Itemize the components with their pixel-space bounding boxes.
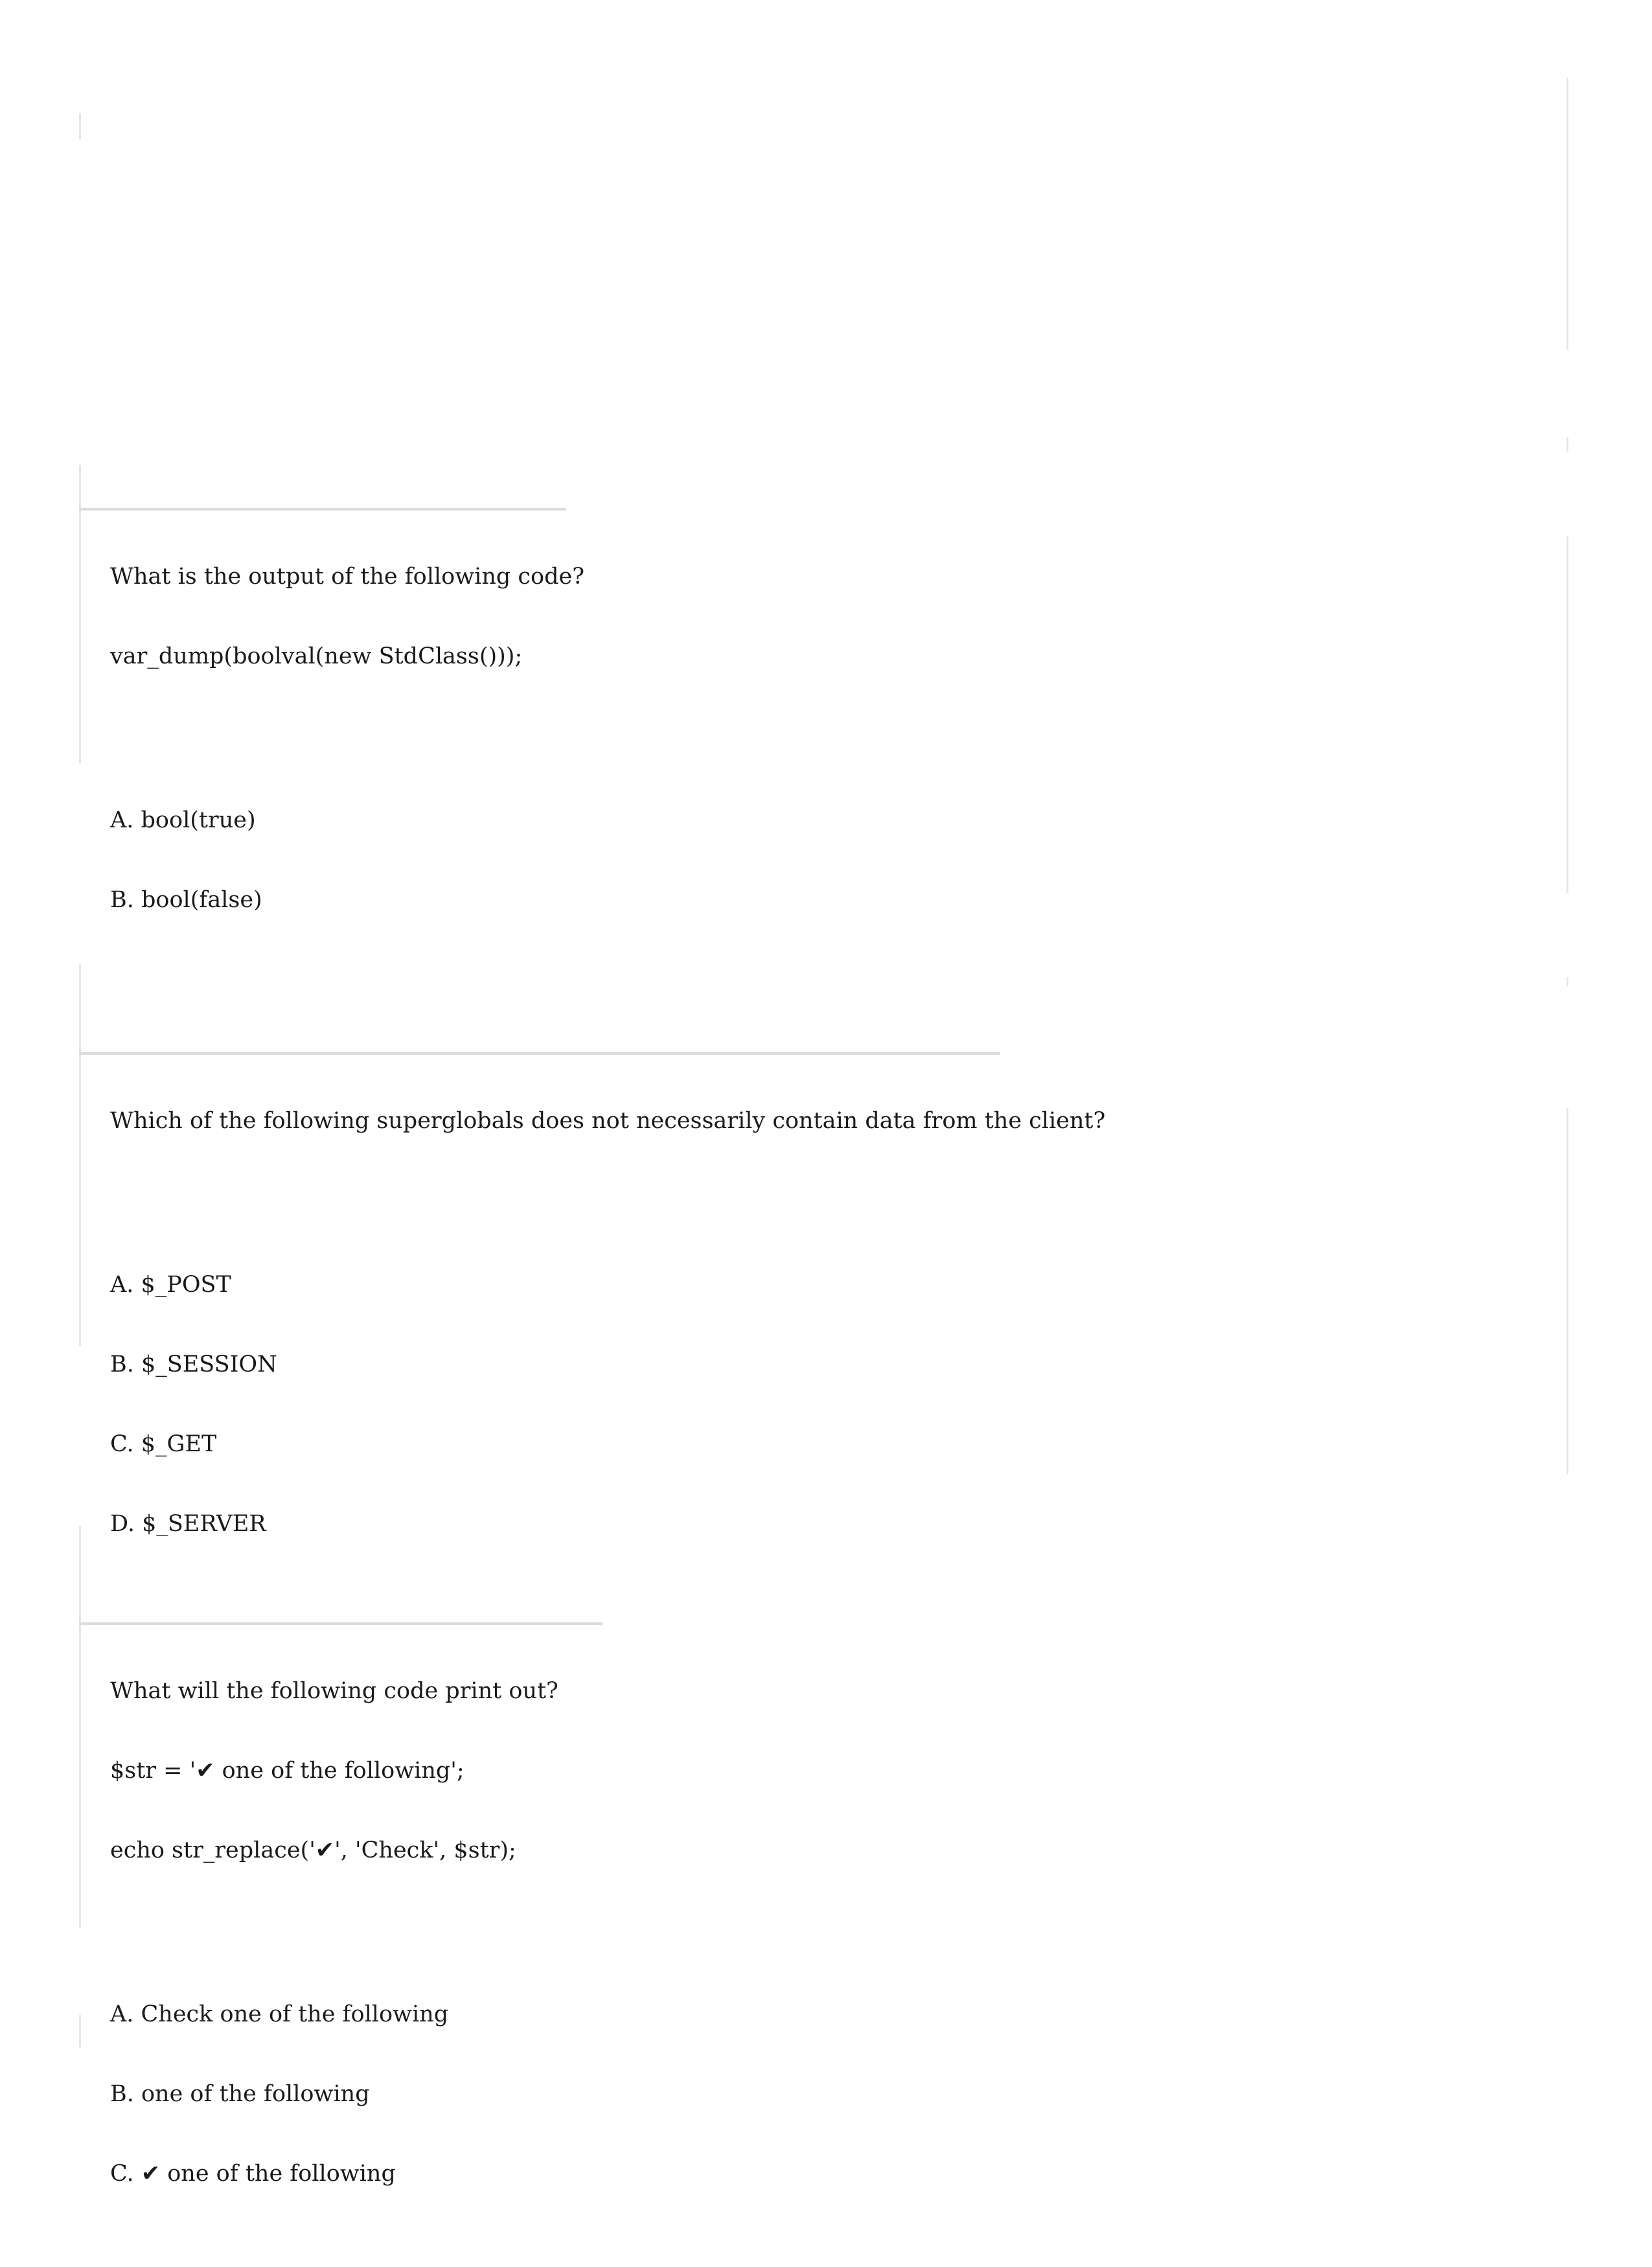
question-1 <box>110 511 584 993</box>
left-border-segment <box>79 964 81 1346</box>
left-border-segment <box>79 113 81 139</box>
question-3-code-line-1: $str = '✔ one of the following'; <box>110 1758 465 1784</box>
question-3 <box>110 1625 558 2267</box>
left-border-segment <box>79 2015 81 2047</box>
question-2 <box>110 1055 1105 1617</box>
question-3-code-line-2: echo str_replace('✔', 'Check', $str); <box>110 1837 516 1863</box>
left-border-segment <box>79 1526 81 1928</box>
question-2-options <box>110 1219 1105 1591</box>
right-border-segment <box>1566 437 1568 452</box>
question-2-option-b: B. $_SESSION <box>110 1352 277 1377</box>
right-border-segment <box>1566 977 1568 986</box>
question-2-option-a: A. $_POST <box>110 1272 231 1298</box>
question-1-option-b: B. bool(false) <box>110 887 262 913</box>
question-1-options <box>110 754 584 967</box>
question-2-option-d: D. $_SERVER <box>110 1511 266 1537</box>
question-2-option-c: C. $_GET <box>110 1431 217 1457</box>
question-3-option-b: B. one of the following <box>110 2081 370 2107</box>
question-2-prompt: Which of the following superglobals does not necessarily contain data from the client? <box>110 1108 1106 1134</box>
question-3-option-a: A. Check one of the following <box>110 2001 449 2027</box>
right-border-segment <box>1566 78 1568 350</box>
question-3-options <box>110 1948 558 2240</box>
question-1-option-a: A. bool(true) <box>110 807 256 833</box>
question-3-prompt: What will the following code print out? <box>110 1678 558 1704</box>
question-3-option-c: C. ✔ one of the following <box>110 2161 396 2187</box>
right-border-segment <box>1566 536 1568 893</box>
question-1-code-line-1: var_dump(boolval(new StdClass())); <box>110 643 523 669</box>
right-border-segment <box>1566 1108 1568 1474</box>
question-1-prompt: What is the output of the following code? <box>110 564 584 590</box>
